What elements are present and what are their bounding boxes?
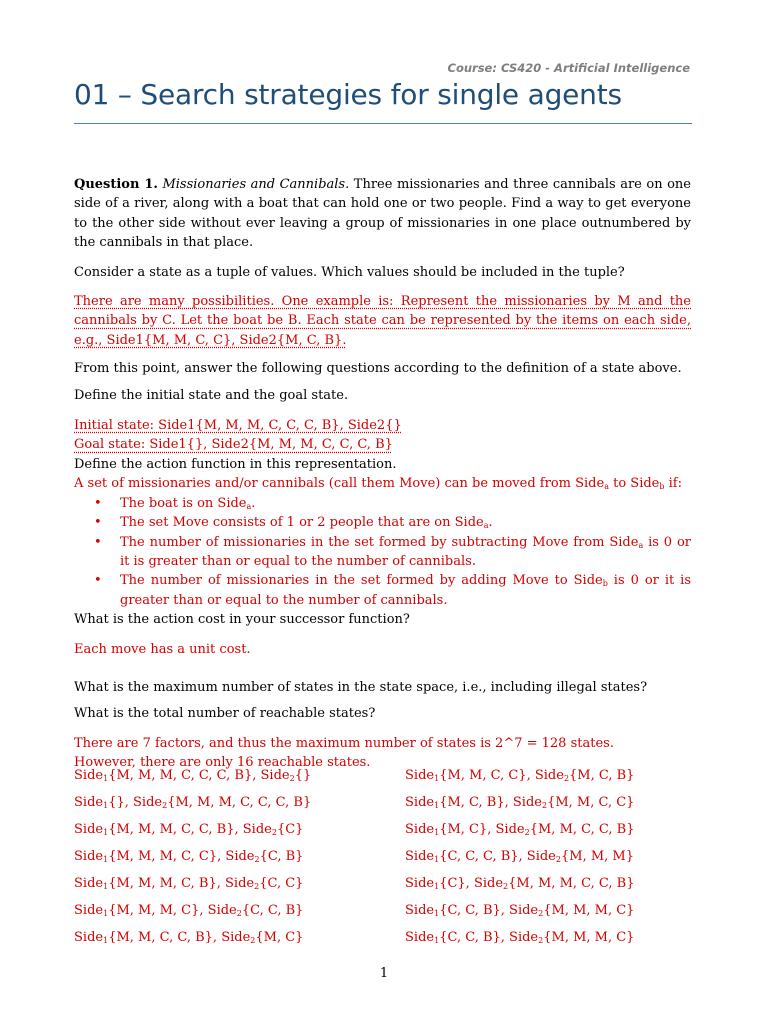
side-sub: 1 bbox=[103, 936, 109, 945]
bullet-sub: b bbox=[602, 579, 608, 589]
state-row bbox=[74, 795, 694, 822]
side-word: Side bbox=[225, 849, 255, 864]
state-cell-right bbox=[405, 903, 634, 930]
side2-items: {M, M, M, C, C, B} bbox=[508, 876, 635, 891]
bullet-text: The number of missionaries in the set formed by subtracting Move from Side bbox=[120, 534, 639, 550]
side2-items: {C, C, B} bbox=[241, 903, 304, 918]
state-cell-right bbox=[405, 930, 634, 957]
list-item bbox=[74, 571, 691, 610]
side-word: Side bbox=[509, 903, 539, 918]
side-sub: 1 bbox=[103, 909, 109, 918]
side1-items: {C}, bbox=[439, 876, 474, 891]
cost-answer: Each move has a unit cost. bbox=[74, 641, 251, 657]
side-word: Side bbox=[207, 903, 237, 918]
side-sub: 1 bbox=[434, 909, 440, 918]
state-row bbox=[74, 849, 694, 876]
max-states-question: What is the maximum number of states in the state space, i.e., including illegal states? bbox=[74, 679, 648, 695]
reachable-question: What is the total number of reachable states? bbox=[74, 706, 376, 722]
side-word: Side bbox=[74, 849, 104, 864]
side1-items: {M, M, M, C, C}, bbox=[108, 849, 226, 864]
side1-items: {M, M, M, C, B}, bbox=[108, 876, 226, 891]
states-answer-line-2: However, there are only 16 reachable states. bbox=[74, 755, 371, 771]
side-sub: 2 bbox=[250, 936, 256, 945]
action-intro-mid: to Side bbox=[608, 476, 660, 492]
side2-items: {M, M, M, C} bbox=[543, 903, 635, 918]
side-word: Side bbox=[74, 822, 104, 837]
side-sub: 1 bbox=[103, 801, 109, 810]
side2-items: {C} bbox=[276, 822, 304, 837]
side-word: Side bbox=[405, 849, 435, 864]
document-body bbox=[74, 175, 691, 773]
state-row bbox=[74, 876, 694, 903]
state-right bbox=[405, 822, 634, 837]
side1-items: {M, M, C, C, B}, bbox=[108, 930, 222, 945]
side-word: Side bbox=[473, 876, 504, 891]
side-word: Side bbox=[225, 876, 255, 891]
side-sub: 1 bbox=[434, 828, 440, 837]
side-sub: 2 bbox=[254, 882, 260, 891]
state-cell-left bbox=[74, 795, 405, 822]
side2-items: {M, M, M} bbox=[560, 849, 634, 864]
state-right bbox=[405, 795, 634, 810]
side-sub: 1 bbox=[103, 882, 109, 891]
bullet-text-end: is 0 or it is greater than or equal to the number of cannibals. bbox=[120, 573, 692, 608]
state-cell-left bbox=[74, 903, 405, 930]
side-sub: 2 bbox=[271, 828, 277, 837]
state-row bbox=[74, 822, 694, 849]
side-word: Side bbox=[242, 822, 272, 837]
goal-state: Goal state: Side1{}, Side2{M, M, M, C, C, C, B} bbox=[74, 437, 393, 453]
bullet-text: The set Move consists of 1 or 2 people that are on Side bbox=[120, 515, 484, 531]
side-sub: 2 bbox=[503, 882, 509, 891]
side2-items: {M, M, C, C, B} bbox=[529, 822, 635, 837]
list-item bbox=[74, 513, 691, 532]
list-item bbox=[74, 494, 691, 513]
side1-items: {M, M, M, C, C, C, B}, bbox=[108, 768, 261, 783]
side2-items: {M, M, C, C} bbox=[547, 795, 635, 810]
action-intro bbox=[74, 474, 691, 493]
side-word: Side bbox=[405, 822, 435, 837]
question-label: Question 1. bbox=[74, 177, 158, 192]
bullet-sub: a bbox=[638, 540, 644, 550]
bullet-icon: • bbox=[94, 495, 102, 511]
side-word: Side bbox=[405, 903, 435, 918]
action-intro-pre: A set of missionaries and/or cannibals (call them Move) can be moved from Side bbox=[74, 476, 605, 492]
side-word: Side bbox=[509, 930, 539, 945]
side-word: Side bbox=[534, 768, 564, 783]
side-word: Side bbox=[74, 795, 104, 810]
state-right bbox=[405, 903, 634, 918]
states-answer-line-1: There are 7 factors, and thus the maximum number of states is 2^7 = 128 states. bbox=[74, 735, 614, 751]
bullet-sub: a bbox=[483, 521, 489, 531]
side-sub: 1 bbox=[434, 936, 440, 945]
state-left bbox=[74, 849, 303, 864]
state-cell-left bbox=[74, 849, 405, 876]
side-sub: 1 bbox=[103, 828, 109, 837]
side1-items: {C, C, C, B}, bbox=[439, 849, 527, 864]
side-word: Side bbox=[512, 795, 542, 810]
course-header: Course: CS420 - Artificial Intelligence bbox=[447, 61, 690, 75]
state-cell-right bbox=[405, 849, 634, 876]
state-row bbox=[74, 903, 694, 930]
side-word: Side bbox=[405, 768, 435, 783]
question-text: Three missionaries and three cannibals are on one side of a river, along with a boat that can hold one or two people. Find a way to get everyone to the other side without ever leaving a group of missionaries in one place outnumbered by the cannibals in that place. bbox=[74, 177, 691, 251]
side2-items: {C, C} bbox=[259, 876, 304, 891]
tuple-answer: There are many possibilities. One example is: Represent the missionaries by M and the cannibals by C. Let the boat be B. Each state can be represented by the items on each side, e.g., Side1{M, M, C, C}, Side2{M, C, B}. bbox=[74, 294, 691, 348]
side1-items: {M, M, C, C}, bbox=[439, 768, 535, 783]
side-sub: 2 bbox=[541, 801, 548, 810]
side-sub: 2 bbox=[555, 855, 561, 864]
page-title: 01 – Search strategies for single agents bbox=[74, 78, 622, 111]
side-word: Side bbox=[526, 849, 556, 864]
reachable-states-grid bbox=[74, 768, 694, 957]
side-word: Side bbox=[405, 876, 435, 891]
side1-items: {}, bbox=[108, 795, 133, 810]
define-action-question: Define the action function in this representation. bbox=[74, 456, 397, 472]
side2-items: {C, B} bbox=[259, 849, 304, 864]
state-cell-left bbox=[74, 876, 405, 903]
action-intro-post: if: bbox=[664, 476, 682, 492]
page-number: 1 bbox=[379, 966, 389, 981]
state-left bbox=[74, 903, 303, 918]
question-topic: Missionaries and Cannibals. bbox=[162, 177, 350, 192]
bullet-icon: • bbox=[94, 515, 102, 531]
define-states-question: Define the initial state and the goal state. bbox=[74, 387, 349, 403]
side1-items: {M, M, M, C, C, B}, bbox=[108, 822, 243, 837]
side-word: Side bbox=[260, 768, 290, 783]
bullet-text: The boat is on Side bbox=[120, 495, 247, 511]
side2-items: {} bbox=[294, 768, 312, 783]
side1-items: {M, C}, bbox=[439, 822, 496, 837]
state-right bbox=[405, 930, 634, 945]
side-word: Side bbox=[405, 930, 435, 945]
action-intro-sub-b: b bbox=[659, 482, 665, 492]
side-sub: 2 bbox=[538, 909, 544, 918]
side-sub: 1 bbox=[103, 774, 109, 783]
title-divider bbox=[74, 123, 692, 124]
side-sub: 2 bbox=[524, 828, 530, 837]
side2-items: {M, C, B} bbox=[569, 768, 635, 783]
state-cell-right bbox=[405, 876, 634, 903]
side2-items: {M, M, M, C, C, C, B} bbox=[167, 795, 312, 810]
list-item bbox=[74, 533, 691, 572]
side-sub: 1 bbox=[434, 774, 440, 783]
action-conditions-list bbox=[74, 494, 691, 610]
side2-items: {M, C} bbox=[255, 930, 304, 945]
side-word: Side bbox=[74, 930, 104, 945]
state-cell-right bbox=[405, 822, 634, 849]
bullet-text-end: is 0 or it is greater than or equal to the number of cannibals. bbox=[120, 534, 691, 569]
side-word: Side bbox=[405, 795, 435, 810]
side-word: Side bbox=[495, 822, 525, 837]
side-sub: 2 bbox=[254, 855, 260, 864]
state-cell-right bbox=[405, 768, 634, 795]
state-row bbox=[74, 930, 694, 957]
side2-items: {M, M, M, C} bbox=[543, 930, 635, 945]
side-sub: 2 bbox=[563, 774, 570, 783]
state-left bbox=[74, 930, 303, 945]
action-intro-sub-a: a bbox=[604, 482, 609, 492]
state-cell-left bbox=[74, 822, 405, 849]
state-right bbox=[405, 768, 634, 783]
state-cell-right bbox=[405, 795, 634, 822]
side-sub: 2 bbox=[162, 801, 168, 810]
bullet-text-end: . bbox=[488, 515, 493, 531]
state-left bbox=[74, 822, 303, 837]
side-sub: 2 bbox=[236, 909, 242, 918]
side-sub: 2 bbox=[289, 774, 295, 783]
from-point-text: From this point, answer the following questions according to the definition of a state above. bbox=[74, 361, 682, 377]
side1-items: {C, C, B}, bbox=[439, 930, 510, 945]
cost-question: What is the action cost in your successor function? bbox=[74, 612, 410, 628]
bullet-icon: • bbox=[94, 573, 102, 589]
side-word: Side bbox=[133, 795, 163, 810]
side-word: Side bbox=[74, 903, 104, 918]
state-right bbox=[405, 876, 634, 891]
side1-items: {M, C, B}, bbox=[439, 795, 513, 810]
side-word: Side bbox=[74, 768, 104, 783]
bullet-icon: • bbox=[94, 534, 102, 550]
side-sub: 1 bbox=[434, 801, 440, 810]
side1-items: {C, C, B}, bbox=[439, 903, 510, 918]
bullet-text-end: . bbox=[251, 495, 256, 511]
state-left bbox=[74, 876, 303, 891]
bullet-text: The number of missionaries in the set formed by adding Move to Side bbox=[120, 573, 603, 589]
side-word: Side bbox=[74, 876, 104, 891]
state-cell-left bbox=[74, 930, 405, 957]
state-cell-left bbox=[74, 768, 405, 795]
side-sub: 1 bbox=[434, 882, 440, 891]
question-paragraph bbox=[74, 175, 691, 253]
side-sub: 1 bbox=[103, 855, 109, 864]
state-right bbox=[405, 849, 634, 864]
side-sub: 2 bbox=[538, 936, 544, 945]
state-row bbox=[74, 768, 694, 795]
state-left bbox=[74, 795, 311, 810]
tuple-question: Consider a state as a tuple of values. Which values should be included in the tuple? bbox=[74, 264, 625, 280]
side-sub: 1 bbox=[434, 855, 440, 864]
bullet-sub: a bbox=[246, 501, 252, 511]
initial-state: Initial state: Side1{M, M, M, C, C, C, B}, Side2{} bbox=[74, 418, 402, 434]
state-left bbox=[74, 768, 311, 783]
side-word: Side bbox=[221, 930, 251, 945]
side1-items: {M, M, M, C}, bbox=[108, 903, 208, 918]
